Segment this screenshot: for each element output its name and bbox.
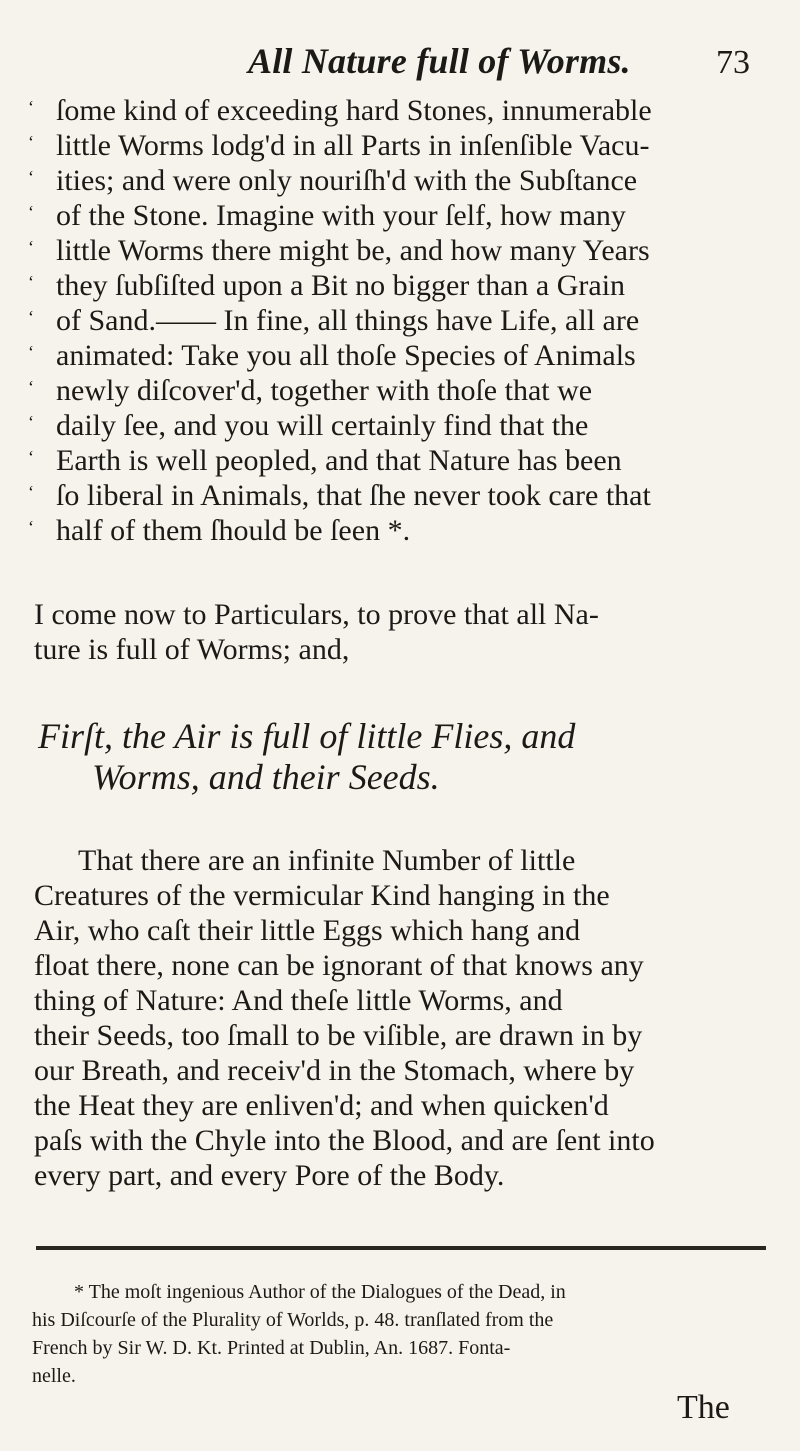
page-header — [0, 22, 800, 86]
catchword: The — [677, 1389, 730, 1426]
quote-line: newly diſcover'd, together with thoſe that we — [56, 374, 593, 407]
quote-mark: ‘ — [28, 377, 34, 397]
quote-mark: ‘ — [28, 482, 34, 502]
quote-mark: ‘ — [28, 447, 34, 467]
section-heading: Worms, and their Seeds. — [92, 757, 440, 797]
paragraph-line: paſs with the Chyle into the Blood, and are ſent into — [34, 1124, 655, 1157]
paragraph-line: the Heat they are enliven'd; and when quicken'd — [34, 1089, 609, 1122]
paragraph-line: their Seeds, too ſmall to be viſible, are drawn in by — [34, 1019, 643, 1052]
quote-mark: ‘ — [28, 307, 34, 327]
footnote-rule — [36, 1246, 766, 1250]
quote-mark: ‘ — [28, 272, 34, 292]
footnote-line: French by Sir W. D. Kt. Printed at Dublin, An. 1687. Fonta- — [32, 1337, 511, 1359]
quote-line: of the Stone. Imagine with your ſelf, how many — [56, 199, 626, 232]
quote-line: Earth is well peopled, and that Nature has been — [56, 444, 622, 477]
quote-line: animated: Take you all thoſe Species of Animals — [56, 339, 636, 372]
paragraph-line: That there are an infinite Number of little — [78, 844, 576, 877]
quote-mark: ‘ — [28, 342, 34, 362]
paragraph-line: every part, and every Pore of the Body. — [34, 1159, 505, 1192]
paragraph-line: thing of Nature: And theſe little Worms, and — [34, 984, 563, 1017]
section-heading: Firſt, the Air is full of little Flies, and — [38, 716, 576, 756]
paragraph-line: Air, who caſt their little Eggs which hang and — [34, 914, 581, 947]
quote-line: half of them ſhould be ſeen *. — [56, 514, 411, 547]
quote-line: they ſubſiſted upon a Bit no bigger than a Grain — [56, 269, 626, 302]
quote-mark: ‘ — [28, 132, 34, 152]
quote-line: little Worms lodg'd in all Parts in inſenſible Vacu- — [56, 129, 650, 162]
quote-mark: ‘ — [28, 517, 34, 537]
quote-mark: ‘ — [28, 202, 34, 222]
footnote-line: * The moſt ingenious Author of the Dialogues of the Dead, in — [74, 1281, 566, 1303]
paragraph-line: Creatures of the vermicular Kind hanging in the — [34, 879, 610, 912]
quote-mark: ‘ — [28, 412, 34, 432]
quote-line: ſome kind of exceeding hard Stones, innumerable — [56, 94, 652, 127]
footnote-line: his Diſcourſe of the Plurality of Worlds, p. 48. tranſlated from the — [32, 1309, 554, 1331]
quote-line: of Sand.—— In fine, all things have Life, all are — [56, 304, 640, 337]
footnote-line: nelle. — [32, 1365, 76, 1387]
paragraph-line: I come now to Particulars, to prove that all Na- — [34, 598, 599, 631]
quote-line: ſo liberal in Animals, that ſhe never took care that — [56, 479, 651, 512]
quote-line: little Worms there might be, and how many Years — [56, 234, 650, 267]
paragraph-line: float there, none can be ignorant of that knows any — [34, 949, 644, 982]
running-title: All Nature full of Worms. — [248, 41, 631, 81]
quote-line: ities; and were only nouriſh'd with the Subſtance — [56, 164, 638, 197]
quote-mark: ‘ — [28, 167, 34, 187]
page-number: 73 — [716, 44, 750, 81]
paragraph-line: ture is full of Worms; and, — [34, 633, 350, 666]
quote-mark: ‘ — [28, 237, 34, 257]
paragraph-line: our Breath, and receiv'd in the Stomach, where by — [34, 1054, 635, 1087]
quote-line: daily ſee, and you will certainly find that the — [56, 409, 589, 442]
quote-mark: ‘ — [28, 97, 34, 117]
